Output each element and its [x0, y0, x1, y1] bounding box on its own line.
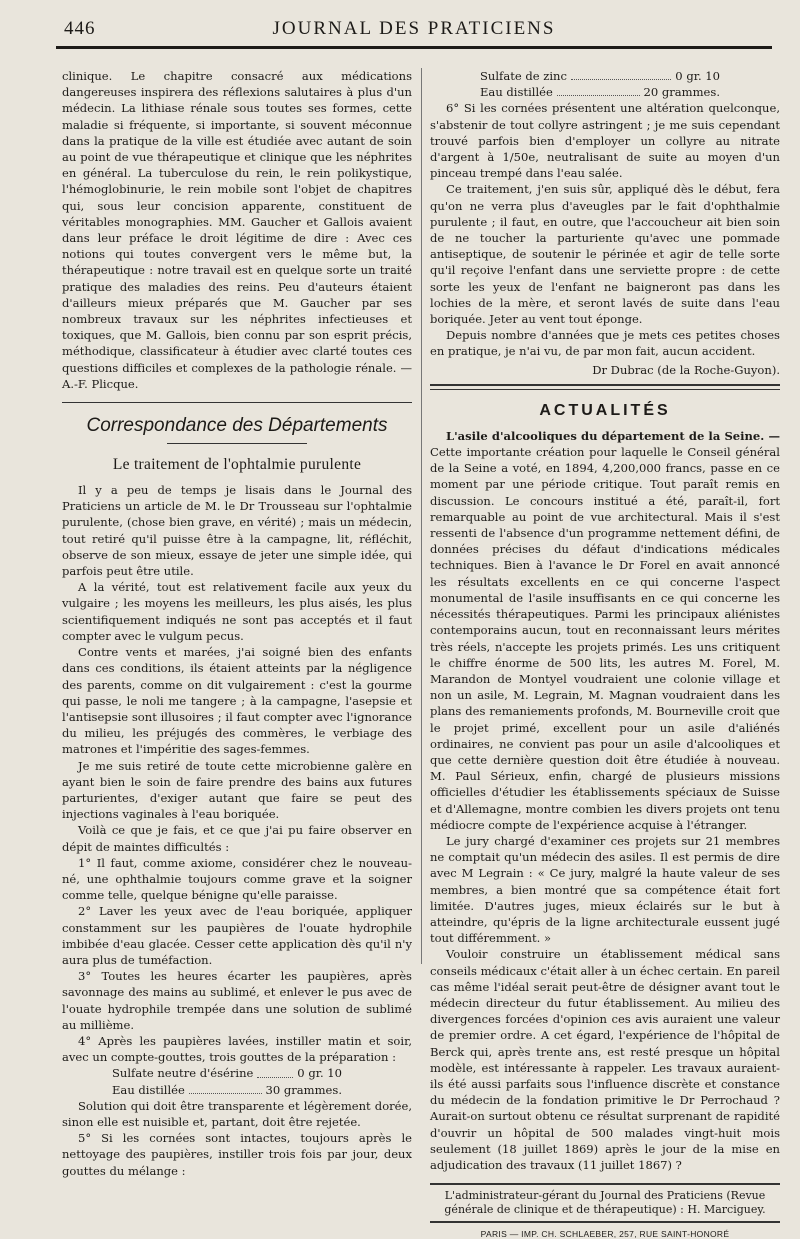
formula-line — [430, 68, 720, 84]
formula-quantity: 0 gr. 10 — [297, 1066, 342, 1081]
article-paragraph: 1° Il faut, comme axiome, considérer chez le nouveau-né, une ophthalmie toujours comme grave et la soigner comme telle, quelque bénigne qu'elle paraisse. — [62, 855, 412, 903]
formula-leader — [189, 1082, 262, 1094]
formula-line — [430, 84, 720, 100]
article-paragraph: 2° Laver les yeux avec de l'eau boriquée, appliquer constamment sur les paupières de l'ouate hydrophile imbibée d'eau glacée. Cesser cette application dès qu'il n'y aura plus de tuméfaction. — [62, 904, 412, 967]
actualites-top-rule — [430, 384, 780, 390]
formula-ingredient: Eau distillée — [480, 85, 553, 100]
formula-ingredient: Eau distillée — [112, 1082, 185, 1097]
left-column — [62, 68, 412, 1179]
journal-title: JOURNAL DES PRATICIENS — [272, 18, 556, 39]
page-header — [56, 14, 772, 48]
article-paragraph: Depuis nombre d'années que je mets ces petites choses en pratique, je n'ai vu, de par mon fait, aucun accident. — [430, 328, 780, 359]
article-paragraph: Contre vents et marées, j'ai soigné bien des enfants dans ces conditions, ils étaient atteints par la négligence des parents, comme on dit vulgairement : c'est la gourme qui passe, le noli me tangere ; à la campagne, l'asepsie et l'antisepsie sont illusoires ; il faut compter avec l'ignorance du milieu, les préjugés des commères, le verbiage des matrones et l'impéritie des sages-femmes. — [62, 645, 412, 757]
formula-quantity: 20 grammes. — [643, 85, 720, 100]
actualites-title: ACTUALITÉS — [539, 401, 671, 419]
article-title: Le traitement de l'ophtalmie purulente — [112, 456, 362, 474]
printer-line: PARIS — IMP. CH. SCHLAEBER, 257, RUE SAINT-HONORÉ — [480, 1229, 730, 1239]
article-paragraph: 5° Si les cornées sont intactes, toujours après le nettoyage des paupières, instiller trois fois par jour, deux gouttes du mélange : — [62, 1131, 412, 1178]
column-divider — [421, 68, 422, 964]
right-column — [430, 68, 780, 1239]
article-paragraph: Voilà ce que je fais, et ce que j'ai pu faire observer en dépit de maintes difficultés : — [62, 823, 412, 854]
article-paragraph: Solution qui doit être transparente et légèrement dorée, sinon elle est nuisible et, partant, doit être rejetée. — [62, 1098, 412, 1129]
formula-leader — [557, 84, 640, 96]
section-title: Correspondance des Départements — [86, 415, 388, 437]
header-rule — [56, 46, 772, 49]
article-paragraph: 3° Toutes les heures écarter les paupières, après savonnage des mains au sublimé, et enlever le pus avec de l'ouate hydrophile trempée dans une solution de sublimé au millième. — [62, 969, 412, 1032]
formula-leader — [571, 68, 671, 80]
section-title-underline — [167, 443, 307, 444]
article-paragraph: Je me suis retiré de toute cette microbienne galère en ayant bien le soin de faire prendre des bains aux futures parturientes, d'exiger autant que faire se peut des injections vaginales à l'eau boriquée. — [62, 758, 412, 822]
formula-quantity: 30 grammes. — [265, 1082, 342, 1097]
article-paragraph: Ce traitement, j'en suis sûr, appliqué dès le début, fera qu'on ne verra plus d'aveugles par le fait d'ophthalmie purulente ; il faut, en outre, que l'accoucheur ait bien soin de ne toucher la parturiente qu'avec une pommade antiseptique, de soutenir le périnée et agir de telle sorte qu'il reçoive l'enfant dans une serviette propre : de cette sorte les yeux de l'enfant ne baigneront pas dans les lochies de la mère, et seront lavés de suite dans l'eau boriquée. Jeter au vent tout éponge. — [430, 182, 780, 327]
actualites-paragraph: Vouloir construire un établissement médical sans conseils médicaux c'était aller à un échec certain. En pareil cas même l'idéal serait peut-être de désigner avant tout le médecin directeur du futur établissement. Au milieu des divergences forcées d'opinion ces avis auraient une valeur de premier ordre. A cet égard, l'expérience de l'hôpital de Berck qui, après trente ans, est resté presque un hôpital modèle, est intéressante à rappeler. Les travaux auraient-ils été aussi parfaits sous l'influence discrète et constance du médecin de la fondation primitive le Dr Perrochaud ? Aurait-on surtout obtenu ce résultat surprenant de rapidité d'ouvrir un hôpital de 500 malades vingt-huit mois seulement (18 juillet 1869) après le jour de la mise en adjudication des travaux (11 juillet 1867) ? — [430, 947, 780, 1172]
page-number: 446 — [64, 18, 96, 39]
formula-line — [62, 1065, 342, 1081]
formula-leader — [257, 1065, 293, 1077]
actualites-subheading: L'asile d'alcooliques du département de la Seine. — — [446, 428, 780, 443]
actualites-text: Cette importante création pour laquelle le Conseil général de la Seine a voté, en 1894, 4,200,000 francs, passe en ce moment par une période critique. Tout paraît remis en discussion. Le concours institué a été, paraît-il, fort remarquable au point de vue architectural. Mais il s'est ressenti de l'absence d'un programme nettement défini, de données précises du défaut d'indications médicales techniques. Bien à l'avance le Dr Forel en avait annoncé les résultats excellents en ce qui concerne l'aspect monumental de l'asile insuffisants en ce qui concerne les nécessités thérapeutiques. Parmi les principaux aliénistes contemporains aucun, tout en reconnaissant leurs mérites très réels, n'accepte les projets primés. Les uns critiquent le chiffre énorme de 500 lits, les autres M. Forel, M. Marandon de Montyel voudraient une colonie village et non un asile, M. Legrain, M. Magnan voudraient dans les plans des remaniements profonds, M. Bourneville croit que le projet primé, excellent pour un asile d'aliénés ordinaires, ne convient pas pour un asile d'alcooliques et que cette dernière question doit être étudiée à nouveau. M. Paul Sérieux, enfin, chargé de plusieurs missions officielles d'étudier les établissements spéciaux de Suisse et d'Allemagne, montre combien les divers projets ont tenu médiocre compte de l'expérience acquise à l'étranger. — [430, 445, 780, 832]
article-paragraph: 4° Après les paupières lavées, instiller matin et soir, avec un compte-gouttes, trois gouttes de la préparation : — [62, 1033, 412, 1065]
article-paragraph: A la vérité, tout est relativement facile aux yeux du vulgaire ; les moyens les meilleurs, les plus aisés, les plus scientifiquement indiqués ne sont pas acceptés et il faut compter avec le vulgum pecus. — [62, 580, 412, 643]
formula-line — [62, 1082, 342, 1098]
formula-ingredient: Sulfate de zinc — [480, 69, 567, 83]
author-signature: Dr Dubrac (de la Roche-Guyon). — [592, 362, 780, 377]
formula-quantity: 0 gr. 10 — [675, 69, 720, 83]
formula-ingredient: Sulfate neutre d'ésérine — [112, 1066, 254, 1081]
article-paragraph: Il y a peu de temps je lisais dans le Journal des Praticiens un article de M. le Dr Trousseau sur l'ophtalmie purulente, (chose bien grave, en vérité) ; mais un médecin, tout retiré qu'il puisse être à la campagne, lit, réfléchit, observe de son mieux, essaye de jeter une simple idée, qui parfois peut être utile. — [62, 483, 412, 579]
actualites-paragraph — [430, 428, 780, 833]
actualites-paragraph: Le jury chargé d'examiner ces projets sur 21 membres ne comptait qu'un médecin des asiles. Il est permis de dire avec M Legrain : « Ce jury, malgré la haute valeur de ses membres, a bien montré que sa compétence était fort limitée. D'autres juges, mieux éclairés sur le but à atteindre, qu'épris de la ligne architecturale eussent jugé tout différemment. » — [430, 833, 780, 946]
review-paragraph: clinique. Le chapitre consacré aux médications dangereuses inspirera des réflexions salutaires à plus d'un médecin. La lithiase rénale sous toutes ses formes, cette maladie si fréquente, si importante, si souvent méconnue dans la pratique de la ville est étudiée avec autant de soin au point de vue thérapeutique et clinique que les néphrites en général. La tuberculose du rein, le rein polikystique, l'hémoglobinurie, le rein mobile sont l'objet de chapitres qui, sous leur concision apparente, constituent de véritables monographies. MM. Gaucher et Gallois avaient dans leur préface le droit légitime de dire : Avec ces notions qui toutes convergent vers le même but, la thérapeutique : notre travail est en quelque sorte un traité pratique des maladies des reins. Peu d'auteurs étaient d'ailleurs mieux préparés que M. Gaucher par ses nombreux travaux sur les néphrites infectieuses et toxiques, que M. Gallois, bien connu par son esprit précis, méthodique, classificateur à étudier avec clarté toutes ces questions difficiles et complexes de la pathologie rénale. — A.-F. Plicque. — [62, 69, 412, 391]
section-rule — [62, 402, 412, 403]
publisher-line: L'administrateur-gérant du Journal des Praticiens (Revue générale de clinique et de thérapeutique) : H. Marciguey. — [444, 1189, 766, 1217]
article-paragraph: 6° Si les cornées présentent une altération quelconque, s'abstenir de tout collyre astringent ; je me suis cependant trouvé parfois bien d'employer un collyre au nitrate d'argent à 1/50e, neutralisant de suite au moyen d'un pinceau trempé dans l'eau salée. — [430, 101, 780, 181]
publisher-box — [430, 1183, 780, 1223]
